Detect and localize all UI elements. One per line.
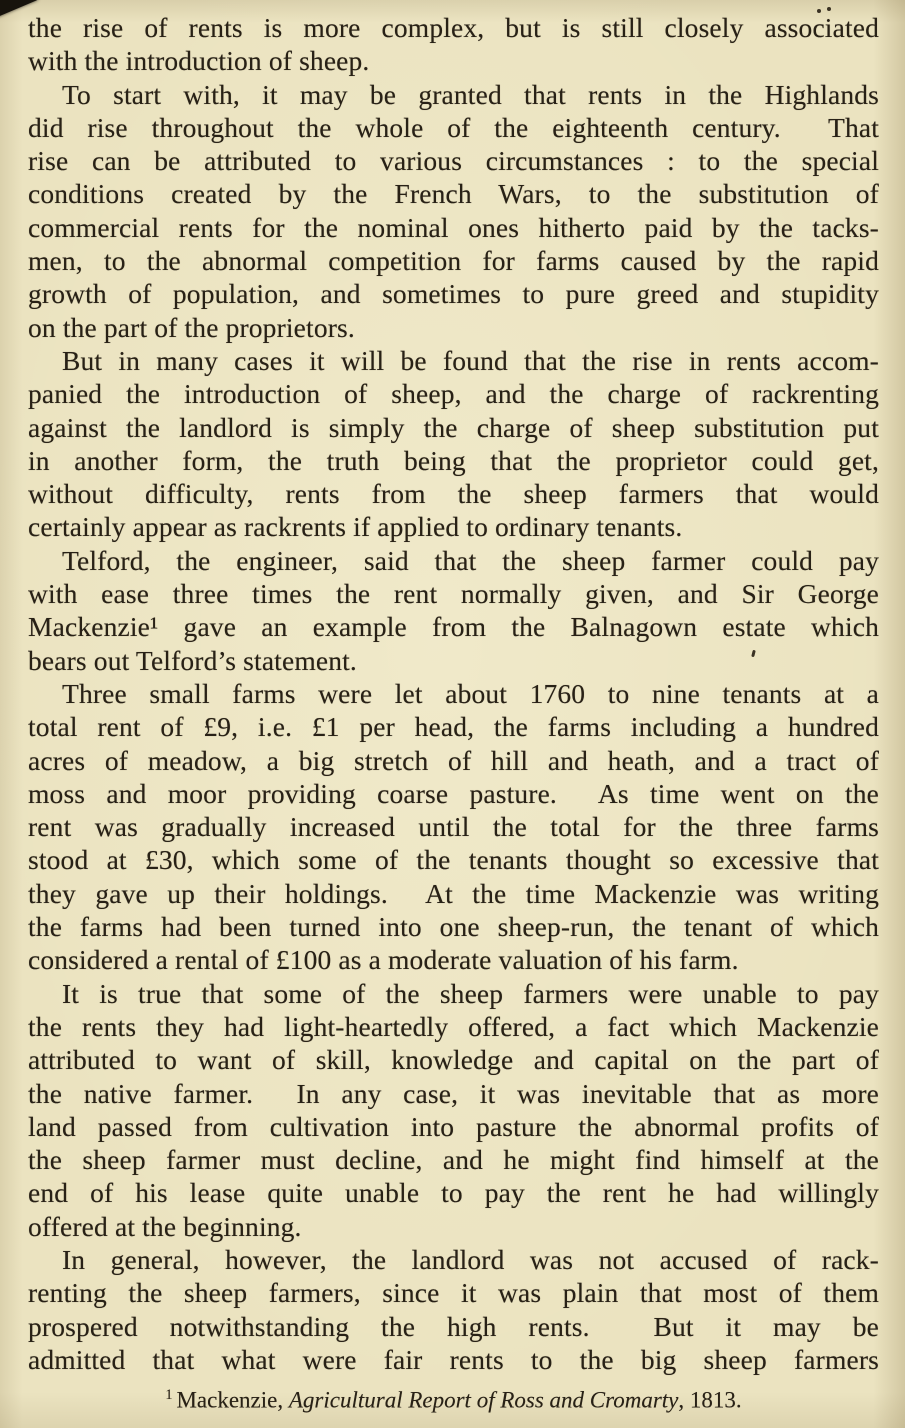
text-line: rise can be attributed to various circumstances : to the special — [28, 145, 879, 177]
text-line: men, to the abnormal competition for farms caused by the rapid — [28, 245, 879, 277]
text-line: total rent of £9, i.e. £1 per head, the farms including a hundred — [28, 711, 879, 743]
footnote-marker: 1 — [165, 1387, 173, 1404]
paragraph — [28, 677, 879, 977]
text-line: rent was gradually increased until the total for the three farms — [28, 811, 879, 843]
text-line: on the part of the proprietors. — [28, 311, 355, 343]
text-line: the farms had been turned into one sheep-run, the tenant of which — [28, 911, 879, 943]
text-line: with ease three times the rent normally given, and Sir George — [28, 578, 879, 610]
text-line: moss and moor providing coarse pasture. As time went on the — [28, 777, 879, 809]
text-line: with the introduction of sheep. — [28, 45, 370, 77]
paragraph — [28, 977, 879, 1243]
text-line: they gave up their holdings. At the time Mackenzie was writing — [28, 877, 879, 909]
text-line: certainly appear as rackrents if applied to ordinary tenants. — [28, 511, 683, 543]
paragraph — [28, 544, 879, 677]
text-line: offered at the beginning. — [28, 1210, 302, 1242]
paragraph — [28, 1243, 879, 1376]
text-line: admitted that what were fair rents to the big sheep farmers — [28, 1343, 879, 1375]
text-line: In general, however, the landlord was not accused of rack- — [62, 1243, 879, 1275]
text-line: stood at £30, which some of the tenants thought so excessive that — [28, 844, 879, 876]
text-line: against the landlord is simply the charge of sheep substitution put — [28, 411, 879, 443]
text-line: commercial rents for the nominal ones hitherto paid by the tacks- — [28, 211, 879, 243]
text-block — [28, 11, 879, 1416]
text-line: But in many cases it will be found that the rise in rents accom- — [62, 344, 879, 376]
text-line: the sheep farmer must decline, and he might find himself at the — [28, 1144, 879, 1176]
text-line: prospered notwithstanding the high rents. But it may be — [28, 1310, 879, 1342]
text-line: without difficulty, rents from the sheep farmers that would — [28, 478, 879, 510]
text-line: the native farmer. In any case, it was inevitable that as more — [28, 1077, 879, 1109]
text-line: end of his lease quite unable to pay the rent he had willingly — [28, 1177, 879, 1209]
footnote — [28, 1380, 879, 1416]
text-line: panied the introduction of sheep, and the charge of rackrenting — [28, 378, 879, 410]
paragraph — [28, 78, 879, 344]
footnote-italic-title: Agricultural Report of Ross and Cromarty — [288, 1387, 679, 1413]
text-line: acres of meadow, a big stretch of hill and heath, and a tract of — [28, 744, 879, 776]
text-line: Mackenzie¹ gave an example from the Balnagown estate which — [28, 611, 879, 643]
text-line: To start with, it may be granted that rents in the Highlands — [62, 78, 879, 110]
text-line: the rents they had light-heartedly offered, a fact which Mackenzie — [28, 1010, 879, 1042]
text-line: land passed from cultivation into pasture the abnormal profits of — [28, 1110, 879, 1142]
text-line: Three small farms were let about 1760 to nine tenants at a — [62, 677, 879, 709]
text-line: did rise throughout the whole of the eighteenth century. That — [28, 111, 879, 143]
footnote-prefix: Mackenzie, — [176, 1387, 289, 1413]
footnote-suffix: , 1813. — [678, 1387, 742, 1413]
text-line: conditions created by the French Wars, to the substitution of — [28, 178, 879, 210]
text-line: attributed to want of skill, knowledge and capital on the part of — [28, 1044, 879, 1076]
text-line: growth of population, and sometimes to pure greed and stupidity — [28, 278, 879, 310]
paragraph — [28, 344, 879, 544]
text-line: bears out Telford’s statement. — [28, 644, 357, 676]
text-line: considered a rental of £100 as a moderate valuation of his farm. — [28, 944, 739, 976]
text-line: in another form, the truth being that the proprietor could get, — [28, 444, 879, 476]
text-line: the rise of rents is more complex, but is still closely associated — [28, 12, 879, 43]
text-line: renting the sheep farmers, since it was plain that most of them — [28, 1277, 879, 1309]
text-line: It is true that some of the sheep farmers were unable to pay — [62, 977, 879, 1009]
paragraph — [28, 11, 879, 78]
text-line: Telford, the engineer, said that the sheep farmer could pay — [62, 544, 879, 576]
